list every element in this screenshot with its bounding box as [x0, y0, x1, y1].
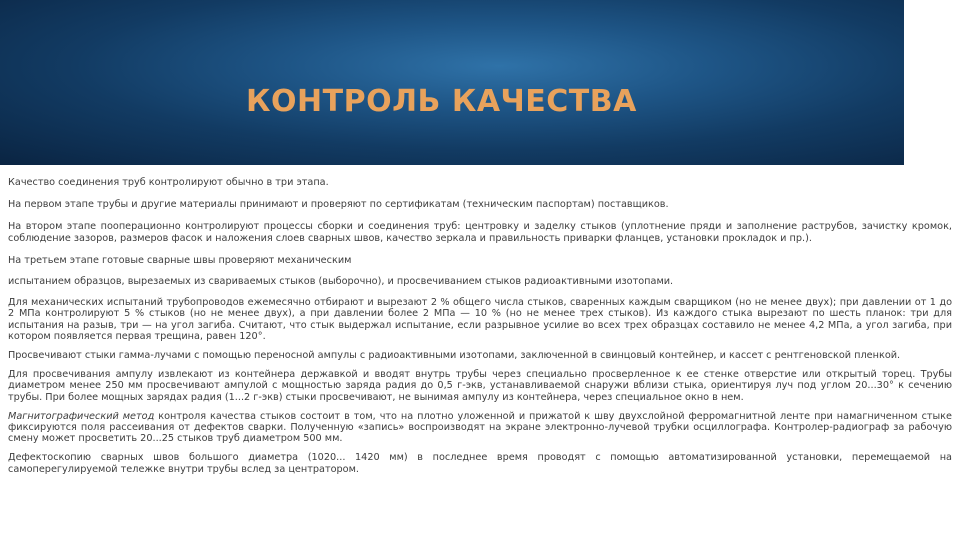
paragraph-intro: Качество соединения труб контролируют обычно в три этапа.	[8, 177, 329, 188]
paragraph-defectoscopy: Дефектоскопию сварных швов большого диаметра (1020... 1420 мм) в последнее время проводят с помощью автоматизированной установки, перемещаемой на самоперегулируемой тележке внутри трубы вслед за центратором.	[8, 452, 952, 475]
paragraph-mechanical-tests: Для механических испытаний трубопроводов ежемесячно отбирают и вырезают 2 % общего числа стыков, сваренных каждым сварщиком (но не менее двух); при давлении от 1 до 2 МПа контролируют 5 % стыков (но не менее двух), а при давлении более 2 МПа — 10 % (но не менее трех стыков). Из каждого стыка вырезают по шесть планок: три для испытания на разыв, три — на угол загиба. Считают, что стык выдержал испытание, если разрывное усилие во всех трех образцах составило не менее 4,2 МПа, а угол загиба, при котором появляется первая трещина, равен 120°.	[8, 297, 952, 342]
banner-accent	[904, 0, 960, 165]
paragraph-stage-two: На втором этапе пооперационно контролируют процессы сборки и соединения труб: центровку и заделку стыков (уплотнение пряди и заполнение раструбов, зачистку кромок, соблюдение зазоров, размеров фасок и наложения слоев сварных швов, качество зеркала и правильность приварки фланцев, установки прокладок и пр.).	[8, 221, 952, 244]
magnetographic-text: контроля качества стыков состоит в том, что на плотно уложенной и прижатой к шву двухслойной ферромагнитной ленте при намагниченном стыке фиксируются поля рассеивания от дефектов сварки. Полученную «запись» воспроизводят на экране электронно-лучевой трубки осциллографа. Контролер-радиограф за рабочую смену может просветить 20...25 стыков труб диаметром 500 мм.	[8, 410, 952, 445]
paragraph-stage-three: На третьем этапе готовые сварные швы проверяют механическим	[8, 254, 352, 266]
paragraph-gamma-rays: Просвечивают стыки гамма-лучами с помощью переносной ампулы с радиоактивными изотопами, заключенной в свинцовый контейнер, и кассет с рентгеновской пленкой.	[8, 350, 901, 362]
paragraph-ampoule: Для просвечивания ампулу извлекают из контейнера державкой и вводят внутрь трубы через специально просверленное к ее стенке отверстие или открытый торец. Трубы диаметром менее 250 мм просвечивают ампулой с мощностью заряда радия до 0,5 г-экв, устанавливаемой снаружи вблизи стыка, ориентируя луч под углом 20...30° к сечению трубы. При более мощных зарядах радия (1...2 г-экв) стыки просвечивают, не вынимая ампулу из контейнера, через специальное окно в нем.	[8, 369, 952, 403]
magnetographic-term: Магнитографический метод	[8, 410, 155, 422]
title-banner	[0, 0, 960, 165]
paragraph-magnetographic	[8, 411, 952, 445]
paragraph-stage-one: На первом этапе трубы и другие материалы принимают и проверяют по сертификатам (техническим паспортам) поставщиков.	[8, 199, 669, 211]
paragraph-testing: испытанием образцов, вырезаемых из свариваемых стыков (выборочно), и просвечиванием стыков радиоактивными изотопами.	[8, 276, 674, 288]
slide-body	[8, 177, 952, 475]
slide-title: КОНТРОЛЬ КАЧЕСТВА	[246, 84, 637, 119]
